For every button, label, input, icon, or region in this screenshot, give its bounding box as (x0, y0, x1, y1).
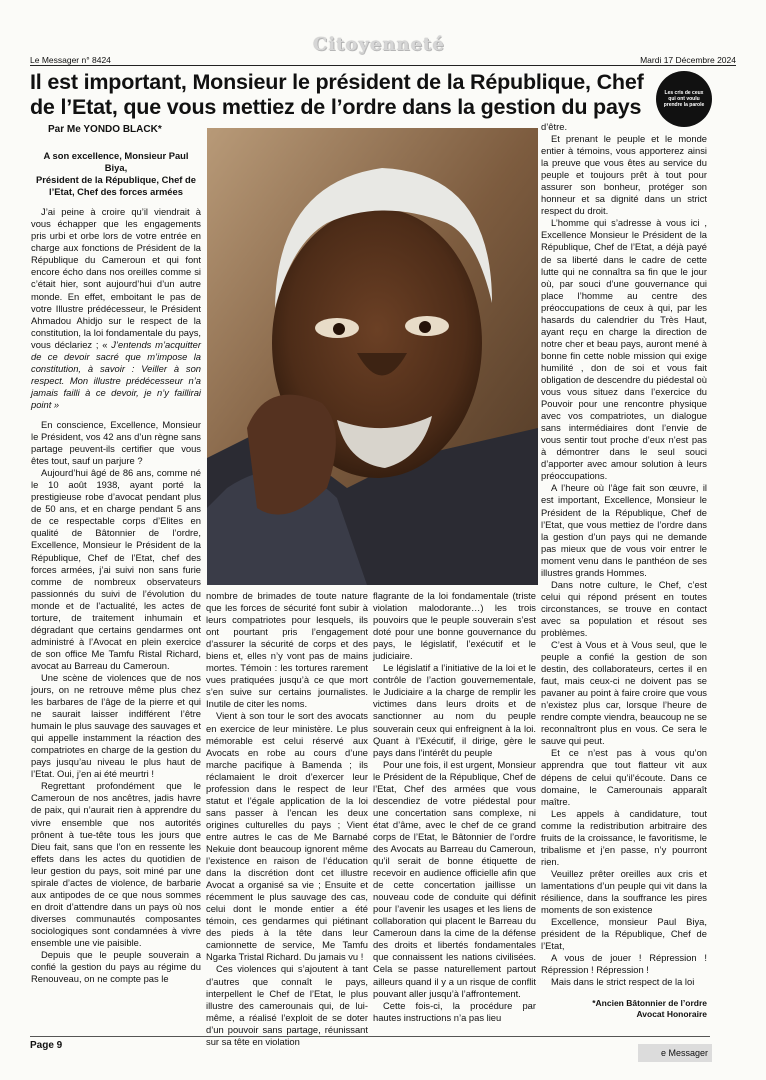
byline: Par Me YONDO BLACK* (48, 124, 162, 135)
paragraph: C’est à Vous et à Vous seul, que le peuple a confié la gestion de son destin, des collaborateurs, certes il en faut, mais ceux-ci ne doivent pas se pavaner au point à faire croire que vous n’existez plus car, lorsque l’heure de rendre compte viendra, beaucoup ne se reconnaîtront plus en vous. Ce sera le sauve qui peut. (541, 639, 707, 747)
paragraph: En conscience, Excellence, Monsieur le Président, vos 42 ans d’un règne sans partage peuvent-ils certifier que vous êtes tout, sauf un parjure ? (31, 418, 201, 467)
paragraph: L’homme qui s’adresse à vous ici , Excellence Monsieur le Président de la République, Chef de l’Etat, a déjà payé de sa liberté dans le cadre de cette lutte qui ne connaîtra sa fin que le jour où, par souci d’une gouvernance qui place l’homme au centre des préoccupations de ceux à qui, par les hasards du calendrier du Très Haut, ayant reçu en charge la direction de notre cher et beau pays, auront mené à bonne fin cette noble mission qui exige humilité , don de soi et vous fait obligation de descendre du piédestal où vous vous situez dans l’exercice du Pouvoir pour une rencontre physique avec vos compatriotes, un dialogue sans intermédiaires dont l’envie de vous sentir tout proche d’eux n’est pas à démontrer dans le seul souci d’apporter avec amour solution à leurs préoccupations. (541, 217, 707, 482)
quote-badge (656, 71, 712, 127)
paragraph: A l’heure où l’âge fait son œuvre, il est important, Excellence, Monsieur le Président de la République, Chef de l’Etat, que vous mettiez de l’ordre dans la gestion d’un pays qui ne demande pas mieux que de vous voir entrer le moment venu dans le panthéon de ses illustres grands Hommes. (541, 482, 707, 578)
paragraph-text: J’ai peine à croire qu’il viendrait à vous échapper que les engagements pris urbi et orbe lors de votre entrée en charge aux fonctions de Président de la République du Cameroun et qui font encore écho dans nos oreilles comme si c’était hier, sont aujourd’hui d’un autre monde. En effet, emboitant le pas de votre Illustre prédécesseur, le Président Ahmadou Ahidjo sur le respect de la constitution, la loi fondamentale du pays, vous déclariez ; « (31, 206, 201, 350)
paragraph: Vient à son tour le sort des avocats en exercice de leur ministère. Le plus mémorable est celui réservé aux Avocats en robe au cours d’une marche pacifique à Bamenda ; ils réclamaient le droit d’exercer leur profession dans le respect de leur statut et l’égale application de la loi sans passer à l’encan les deux origines culturelles du pays ; Vient entre autres le cas de Me Barnabé Nekuie dont beaucoup ignorent même l’existence en raison de l’éducation dans la discrétion dont cet illustre Avocat a organisé sa vie ; Ensuite et récemment le plus sauvage des cas, celui dont le monde entier a été témoin, ces gendarmes qui piétinant des pieds à la tête dans leur camionnette de service, Me Tamfu Ngarka Tristal Richard. Du jamais vu ! (206, 710, 368, 963)
paragraph: Les appels à candidature, tout comme la redistribution arbitraire des fruits de la croissance, le favoritisme, le tribalisme et j’en passe, n’y pourront rien. (541, 807, 707, 867)
paragraph: Regrettant profondément que le Cameroun de nos ancêtres, jadis havre de paix, qui n’aurait rien à apprendre du vivre ensemble que nos autorités prônent à tue-tête tous les jours que Dieu fait, sans que l’on en ressente les effets dans les actes du quotidien de leur gestion du pays, soit miné par une spirale d’actes de violence, de barbarie aux antipodes de ce que nous sommes en droit d’attendre dans un pays où nos diverses communautés composantes sociologiques sont condamnées à vivre ensemble une vie paisible. (31, 780, 201, 948)
address-line-2: Président de la République, Chef de l’Etat, Chef des forces armées (36, 174, 196, 198)
page-number: Page 9 (30, 1040, 63, 1051)
issue-date: Mardi 17 Décembre 2024 (640, 55, 736, 65)
column-1 (31, 150, 201, 985)
footer-rule (30, 1036, 710, 1037)
paragraph: Le législatif a l’initiative de la loi et le contrôle de l’action gouvernementale, le Judiciaire a la charge de remplir les victimes dans leurs droits et de sanctionner au nom du peuple souverain ceux qui enfreignent à la loi. Quant à l’Exécutif, il dirige, gère le pays dans l’intérêt du peuple (373, 662, 536, 758)
paragraph: Cette fois-ci, la procédure par hautes instructions n’a pas lieu (373, 999, 536, 1023)
column-4 (541, 121, 707, 1020)
paragraph: Pour une fois, il est urgent, Monsieur le Président de la République, Chef de l’Etat, Chef des armées que vous descendiez de votre piédestal pour une concertation sans complexe, ni état d’âme, avec le chef de ce grand corps de l’Etat, le Bâtonnier de l’ordre des Avocats au Barreau du Cameroun, qu’il serait de bonne étiquette de recevoir en audience officielle afin que de cette concertation jaillisse un nouveau code de conduite qui définit pour l’avenir les usages et les liens de collaboration qui placent le Barreau du Cameroun dans la cime de la défense des droits et libertés fondamentales que connaissent les nations civilisées. Cela se passe naturellement partout ailleurs quand il y a un risque de conflit pouvant aller jusqu’à l’affrontement. (373, 758, 536, 999)
signature-title: *Ancien Bâtonnier de l’ordre (592, 998, 707, 1009)
footer-brand: e Messager (638, 1044, 712, 1062)
paragraph (31, 206, 201, 411)
column-3 (373, 590, 536, 1024)
header-rule (30, 65, 736, 66)
paragraph: Et ce n’est pas à vous qu’on apprendra que tout flatteur vit aux dépens de celui qu’il’écoute. Dans ce domaine, le Camerounais apparaît maître. (541, 747, 707, 807)
section-title: Citoyenneté (313, 34, 445, 55)
quote-text: J’entends m’acquitter de ce devoir sacré que m’impose la constitution, à savoir : Veiller à son respect. Mon illustre prédécesseur n’a jamais failli à ce devoir, je n’y faillirai point » (31, 338, 201, 410)
paragraph: Mais dans le strict respect de la loi (551, 976, 695, 988)
column-2 (206, 590, 368, 1048)
paragraph: nombre de brimades de toute nature que les forces de sécurité font subir à leurs compatriotes pour lesquels, ils ont pourtant pris l’engagement d’assurer la sécurité de corps et des biens et, elles n’y vont pas de mains mortes. Témoin : les tortures rarement vues pratiquées jusqu’à ce que mort s’en suive sur certains journalistes. Inutile de citer les noms. (206, 590, 368, 710)
paragraph: Dans notre culture, le Chef, c’est celui qui répond présent en toutes circonstances, se trouve en contact avec sa population et résout ses problèmes. (541, 578, 707, 638)
signature-subtitle: Avocat Honoraire (636, 1009, 707, 1020)
paragraph: A vous de jouer ! Répression ! Répression ! Répression ! (541, 952, 707, 976)
paragraph: Excellence, monsieur Paul Biya, président de la République, Chef de l’Etat, (541, 916, 707, 952)
paragraph: Depuis que le peuple souverain a confié la gestion du pays au régime du Renouveau, on ne compte pas le (31, 949, 201, 985)
paragraph: Et prenant le peuple et le monde entier à témoins, vous apporterez ainsi la preuve que vous êtes au service du peuple et toujours prêt à tout pour assurer son bonheur, protéger son honneur et sa dignité dans un strict respect du droit. (541, 133, 707, 217)
portrait-illustration (207, 128, 538, 585)
address-line-1: A son excellence, Monsieur Paul Biya, (43, 150, 189, 174)
paragraph: Aujourd’hui âgé de 86 ans, comme né le 10 août 1938, ayant porté la prestigieuse robe d’avocat pendant plus de 50 ans, et en charge pendant 5 ans de ce respectable corps d’Elites en qualité de Bâtonnier de l’ordre, Excellence, Monsieur le Président de la République, Chef de l’Etat, chef des forces armées, j’ai suivi non sans furie comme de nombreux observateurs passionnés du suivi de l’évolution du monde et de l’actualité, les actes de torture, de traitement inhumain et dégradant que certains gendarmes ont administré à l’Avocat en plein exercice de son office Me Tamfu Ristal Richard, avocat au Barreau du Cameroun. (31, 467, 201, 671)
issue-number: Le Messager n° 8424 (30, 55, 111, 65)
badge-text: Les cris de ceux qui ont voulu prendre la parole (663, 90, 705, 108)
portrait-photo (207, 128, 538, 585)
paragraph: Veuillez prêter oreilles aux cris et lamentations d’un peuple qui vit dans la résilience, dans la souffrance les pires moments de son existence (541, 867, 707, 916)
paragraph: Ces violences qui s’ajoutent à tant d’autres que connaît le pays, interpellent le Chef de l’Etat, le plus illustre des camerounais qui, de lui-même, a réalisé l’exploit de se doter d’un pouvoir sans partage, réunissant sur sa tête en violation (206, 963, 368, 1047)
paragraph: flagrante de la loi fondamentale (triste violation malodorante…) les trois pouvoirs que le peuple souverain s’est doté pour une bonne gouvernance du pays, le législatif, l’exécutif et le judiciaire. (373, 590, 536, 662)
article-headline: Il est important, Monsieur le président de la République, Chef de l’Etat, que vous mettiez de l’ordre dans la gestion du pays (30, 70, 644, 119)
paragraph: d’être. (541, 121, 568, 132)
paragraph: Une scène de violences que de nos jours, on ne retrouve même plus chez les barbares de l’âge de la pierre et qui ne saurait laisser indifférent l’être humain le plus sauvage des sauvages et qui appelle instamment la réaction des compatriotes en charge de la gestion du pays jusqu’au niveau le plus haut de l’Etat. Oui, j’en ai été meurtri ! (31, 671, 201, 780)
